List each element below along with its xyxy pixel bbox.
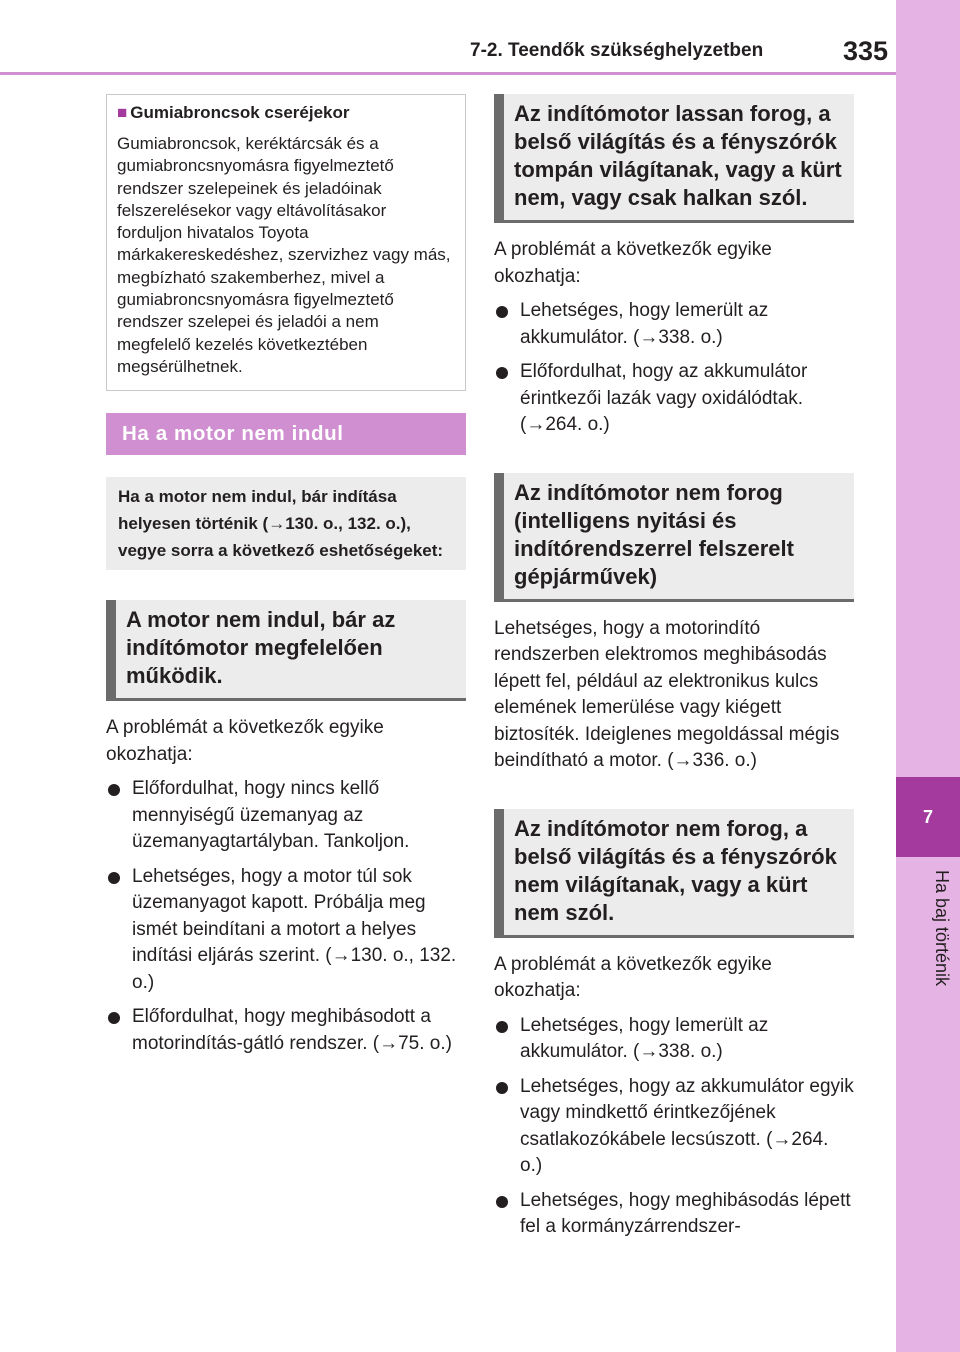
list-item-text: Előfordulhat, hogy nincs kellő mennyiségű üzemanyag az üzemanyagtartályban. Tankoljon. bbox=[132, 778, 410, 853]
chapter-sidebar bbox=[896, 0, 960, 1352]
paragraph: Lehetséges, hogy a motorindító rendszerben elektromos meghibásodás lépett fel, például az elektronikus kulcs elemének lemerülése vagy kiégett biztosíték. Ideiglenes megoldással mégis beindítható a motor. (→336. o.) bbox=[494, 617, 840, 771]
subsection-heading: Az indítómotor lassan forog, a belső világítás és a fényszórók tompán világítanak, vagy a kürt nem, vagy csak halkan szól. bbox=[494, 94, 854, 223]
list-item-text: Előfordulhat, hogy meghibásodott a motorindítás-gátló rendszer. (→75. o.) bbox=[132, 1006, 452, 1054]
list-item bbox=[106, 776, 466, 856]
bullet-icon bbox=[496, 1021, 508, 1033]
list-item bbox=[106, 864, 466, 997]
section-heading: Ha a motor nem indul bbox=[106, 413, 466, 455]
note-box bbox=[106, 94, 466, 391]
square-bullet-icon: ■ bbox=[117, 103, 128, 122]
list-item bbox=[494, 298, 854, 351]
list-item bbox=[494, 1013, 854, 1066]
section-title: 7-2. Teendők szükséghelyzetben bbox=[470, 40, 764, 61]
chapter-label: Ha baj történik bbox=[932, 870, 952, 987]
list-item bbox=[494, 1188, 854, 1241]
left-column bbox=[106, 94, 466, 1065]
bullet-icon bbox=[108, 784, 120, 796]
subsection-heading: Az indítómotor nem forog, a belső világítás és a fényszórók nem világítanak, vagy a kürt nem szól. bbox=[494, 809, 854, 938]
paragraph: A problémát a következők egyike okozhatja: bbox=[494, 239, 772, 287]
note-text: Gumiabroncsok, keréktárcsák és a gumiabroncsnyomásra figyelmeztető rendszer szelepeinek és jeladóinak felszerelésekor vagy eltávolításakor forduljon hivatalos Toyota márkakereskedéshez, szervizhez vagy más, megbízható szakemberhez, mivel a gumiabroncsnyomásra figyelmeztető rendszer szelepei és jeladói a nem megfelelő kezelés következtében megsérülhetnek. bbox=[117, 134, 451, 376]
bullet-icon bbox=[496, 1196, 508, 1208]
bullet-list bbox=[494, 1013, 854, 1241]
list-item bbox=[494, 359, 854, 439]
spacer bbox=[494, 447, 854, 473]
list-item-text: Előfordulhat, hogy az akkumulátor érintkezői lazák vagy oxidálódtak. (→264. o.) bbox=[520, 361, 808, 435]
note-title-text: Gumiabroncsok cseréjekor bbox=[130, 103, 350, 122]
list-item-text: Lehetséges, hogy a motor túl sok üzemanyagot kapott. Próbálja meg ismét beindítani a motort a helyes indítási eljárás szerint. (→130. o., 132. o.) bbox=[132, 865, 457, 993]
spacer bbox=[494, 783, 854, 809]
list-item-text: Lehetséges, hogy meghibásodás lépett fel a kormányzárrendszer- bbox=[520, 1189, 851, 1237]
bullet-icon bbox=[108, 1012, 120, 1024]
bullet-list bbox=[494, 298, 854, 439]
section-intro: Ha a motor nem indul, bár indítása helyesen történik (→130. o., 132. o.), vegye sorra a következő eshetőségeket: bbox=[106, 477, 466, 570]
subsection-heading: A motor nem indul, bár az indítómotor megfelelően működik. bbox=[106, 600, 466, 701]
list-item-text: Lehetséges, hogy az akkumulátor egyik vagy mindkettő érintkezőjének csatlakozókábele lecsúszott. (→264. o.) bbox=[520, 1075, 854, 1176]
page-number: 335 bbox=[842, 36, 888, 66]
note-title bbox=[117, 103, 455, 123]
chapter-number-tab[interactable]: 7 bbox=[896, 777, 960, 857]
bullet-list bbox=[106, 776, 466, 1057]
paragraph: A problémát a következők egyike okozhatja: bbox=[494, 953, 772, 1001]
header-divider bbox=[0, 72, 896, 75]
bullet-icon bbox=[496, 306, 508, 318]
subsection-heading: Az indítómotor nem forog (intelligens nyitási és indítórendszerrel felszerelt gépjárművek) bbox=[494, 473, 854, 602]
bullet-icon bbox=[496, 367, 508, 379]
list-item-text: Lehetséges, hogy lemerült az akkumulátor. (→338. o.) bbox=[520, 300, 769, 348]
bullet-icon bbox=[108, 872, 120, 884]
right-column bbox=[494, 94, 854, 1249]
list-item bbox=[494, 1074, 854, 1180]
bullet-icon bbox=[496, 1082, 508, 1094]
list-item-text: Lehetséges, hogy lemerült az akkumulátor. (→338. o.) bbox=[520, 1014, 769, 1062]
paragraph: A problémát a következők egyike okozhatja: bbox=[106, 717, 384, 765]
list-item bbox=[106, 1004, 466, 1057]
